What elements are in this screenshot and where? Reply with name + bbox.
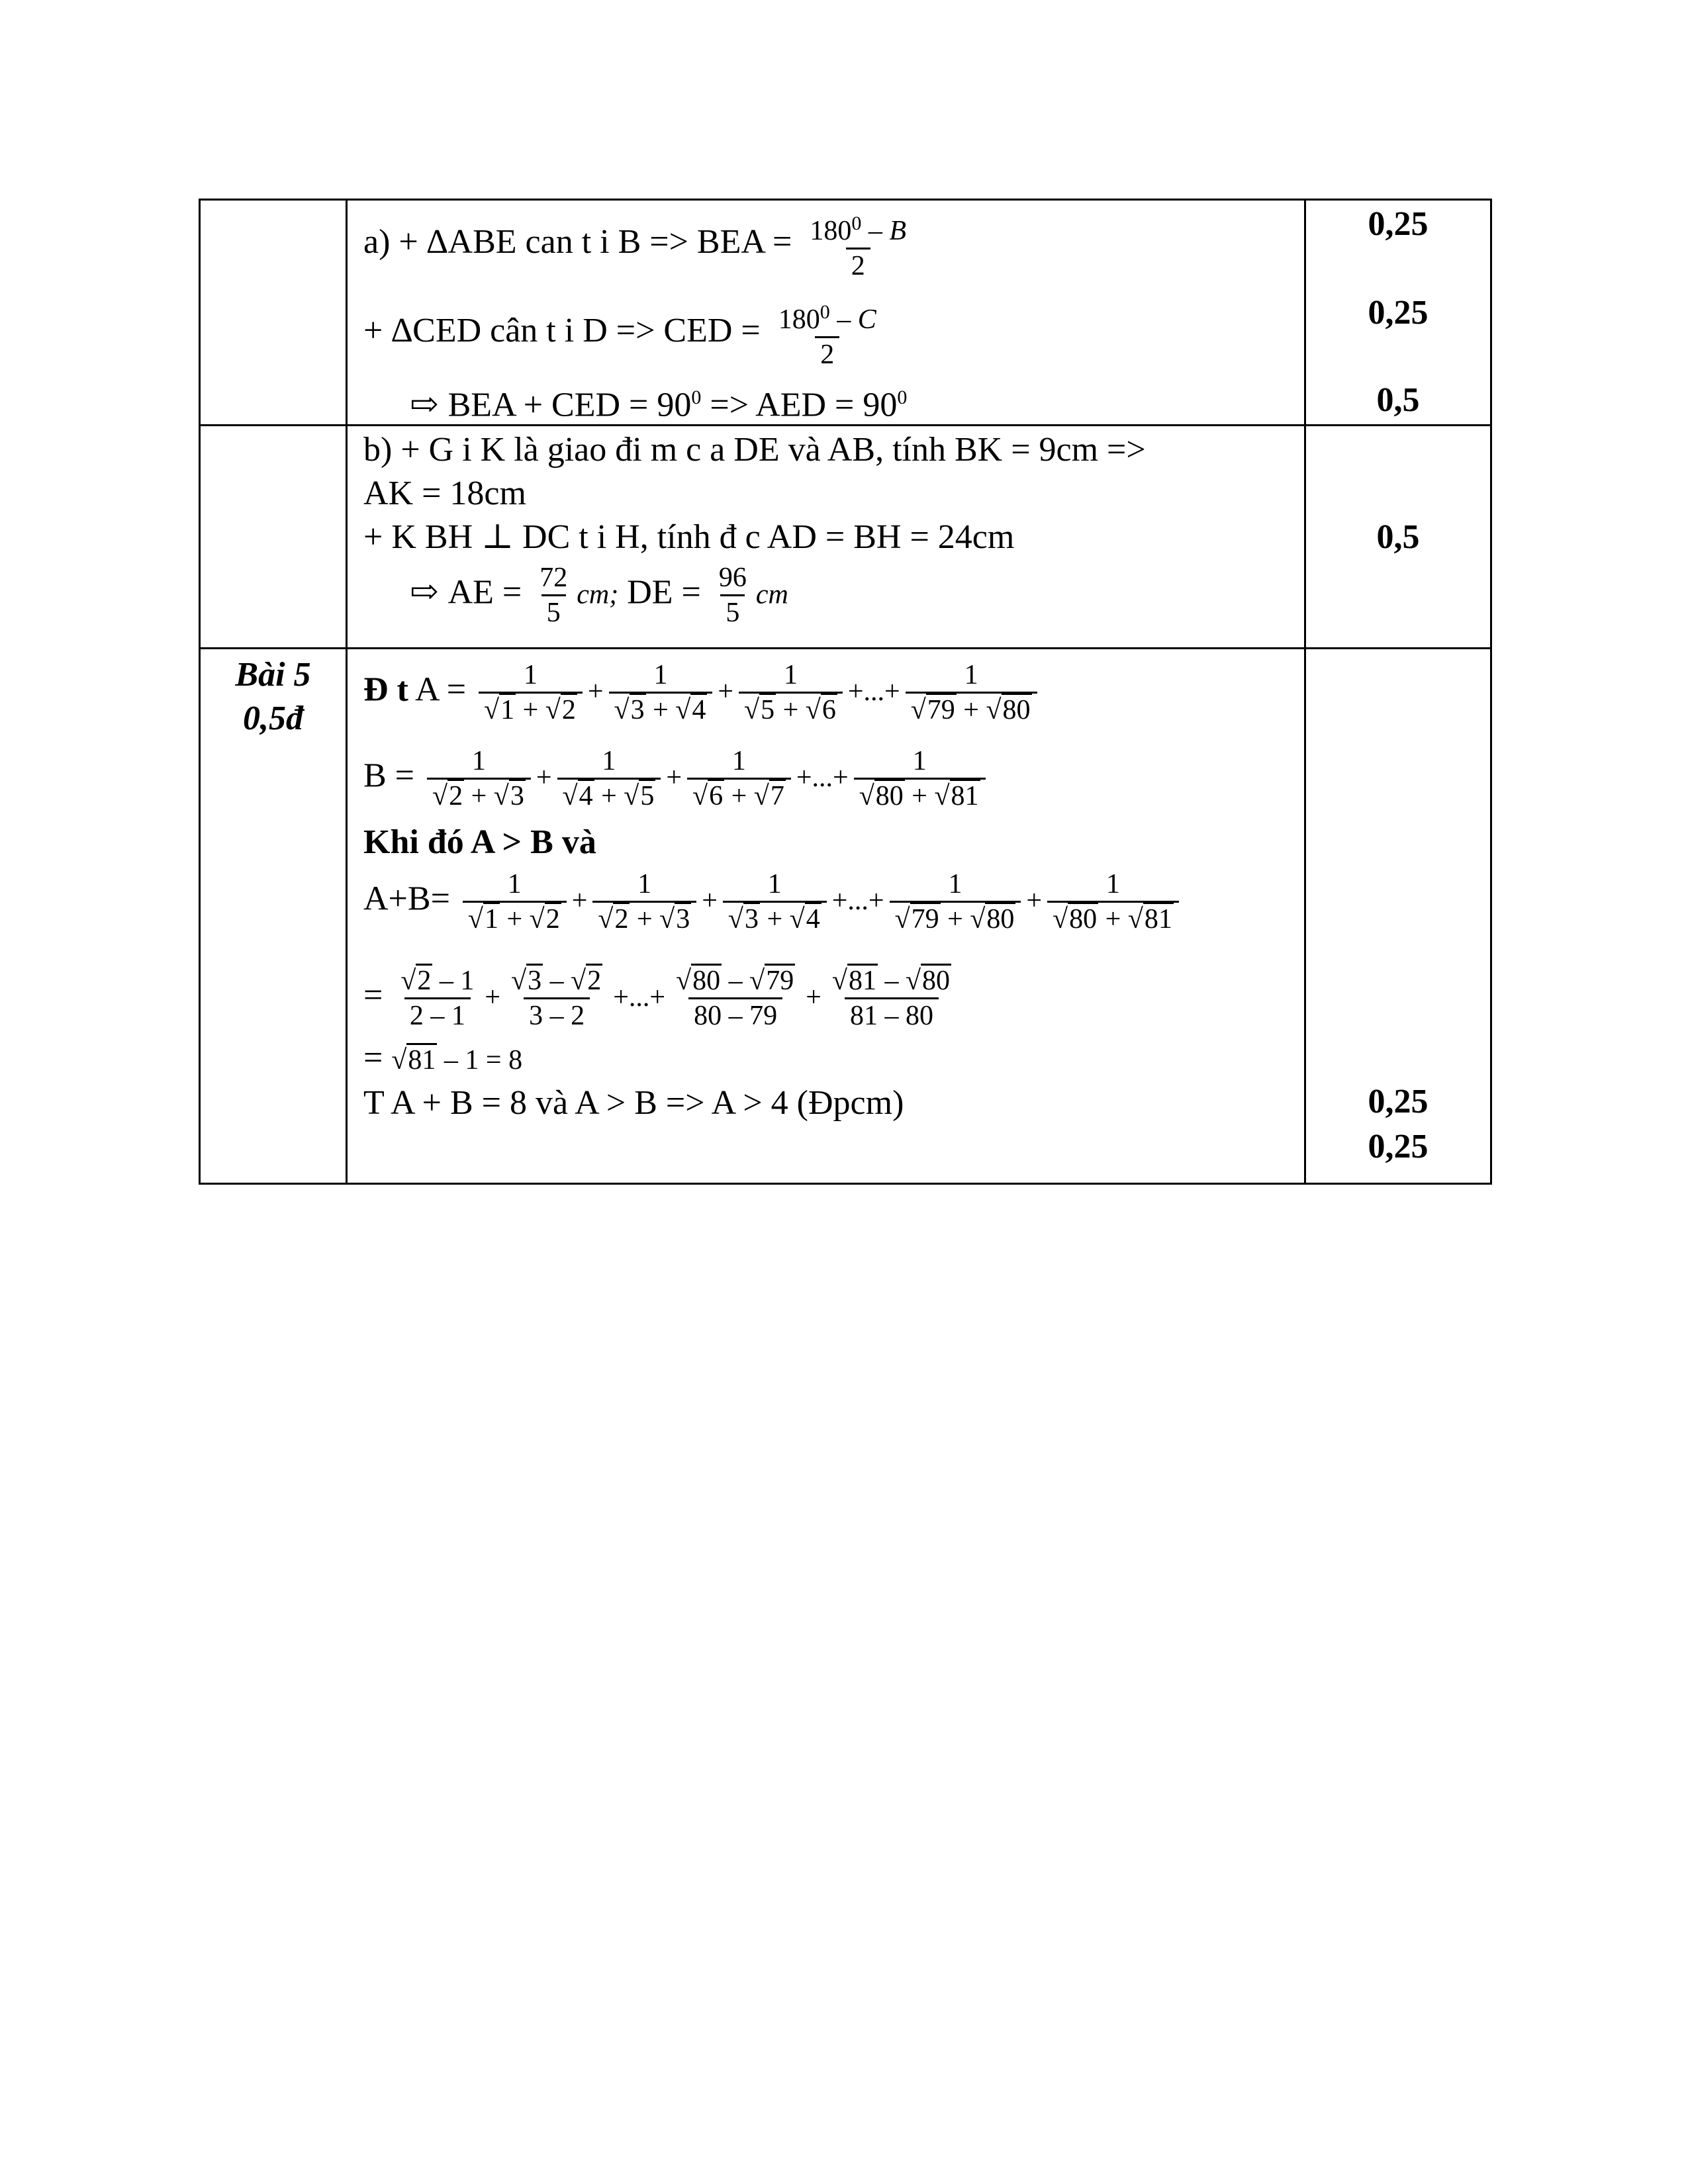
- fraction-ced: $\frac{180^0 - C}{2}$: [778, 301, 876, 370]
- sqrt: √7: [754, 779, 786, 811]
- sqrt: √3: [511, 964, 543, 996]
- arrow-icon: ⇨: [410, 573, 439, 612]
- sqrt: √79: [911, 693, 957, 725]
- score-cell-part-b: [1305, 426, 1491, 649]
- sqrt: √81: [934, 779, 980, 811]
- sqrt: √80: [906, 964, 951, 996]
- score: 0,5: [1376, 518, 1420, 556]
- fraction-term: $\frac{1}{√2 + √3}$: [427, 745, 531, 813]
- fraction-term: $\frac{1}{√1 + √2}$: [463, 868, 567, 936]
- score: 0,25: [1368, 294, 1429, 332]
- fraction-term: $\frac{1}{√1 + √2}$: [479, 659, 583, 727]
- table-row-part-b: [200, 426, 1491, 649]
- sqrt: √3: [659, 902, 691, 934]
- sqrt: √2: [598, 902, 630, 934]
- score: 0,5: [1376, 381, 1420, 419]
- line-k-intersection: b) + G i K là giao đi m c a DE và AB, tính BK = 9cm =>: [363, 431, 1146, 469]
- fraction-term: $\frac{1}{√3 + √4}$: [723, 868, 827, 936]
- line-abe-isosceles: [363, 207, 915, 283]
- score: 0,25: [1368, 1128, 1429, 1165]
- label-cell-bai-5: [200, 649, 347, 1184]
- sum-b: $\frac{1}{√2 + √3}$ + $\frac{1}{√4 + √5}$ + $\frac{1}{√6 + √7}$ +...+ $\frac{1}{√80 + √81}$: [423, 756, 990, 794]
- sqrt: √6: [692, 779, 724, 811]
- sqrt: √6: [806, 693, 837, 725]
- line-result: = √81 – 1 = 8: [363, 1039, 523, 1077]
- score-cell-part-a: [1305, 200, 1491, 426]
- fraction-term: $\frac{1}{√80 + √81}$: [854, 745, 986, 813]
- solution-cell-bai-5: [347, 649, 1305, 1184]
- sqrt: √80: [970, 902, 1015, 934]
- sqrt: √5: [624, 779, 655, 811]
- sqrt: √80: [986, 693, 1031, 725]
- fraction-term: $\frac{1}{√5 + √6}$: [739, 659, 843, 727]
- sum-a-plus-b: $\frac{1}{√1 + √2}$ + $\frac{1}{√2 + √3}$ + $\frac{1}{√3 + √4}$ +...+ $\frac{1}{√79 + √80}$ + $\frac{1}{√80 + √81}$: [459, 880, 1183, 917]
- problem-label: Bài 5 0,5đ: [235, 656, 311, 737]
- label-cell-empty: [200, 200, 347, 426]
- fraction-term: $\frac{√3 - √2}{3 - 2}$: [506, 964, 608, 1032]
- fraction-term: $\frac{1}{√80 + √81}$: [1047, 868, 1179, 936]
- fraction-ae: $\frac{72}{5}$: [539, 563, 568, 628]
- sqrt: √2: [530, 902, 561, 934]
- grading-table: [199, 199, 1492, 1185]
- sqrt: √1: [484, 693, 516, 725]
- table-row-bai-5: [200, 649, 1491, 1184]
- sqrt: √80: [859, 779, 905, 811]
- solution-cell-part-b: [347, 426, 1305, 649]
- fraction-term: $\frac{1}{√3 + √4}$: [609, 659, 713, 727]
- line-conclusion: T A + B = 8 và A > B => A > 4 (Đpcm): [363, 1084, 904, 1122]
- sqrt: √79: [895, 902, 941, 934]
- fraction-term: $\frac{√80 - √79}{80 - 79}$: [671, 964, 800, 1032]
- sqrt: √2: [400, 964, 432, 996]
- sqrt: √2: [571, 964, 602, 996]
- sqrt: √4: [790, 902, 821, 934]
- fraction-term: $\frac{1}{√6 + √7}$: [687, 745, 791, 813]
- sqrt: √79: [749, 964, 795, 996]
- line-define-a: Đ t A = $\frac{1}{√1 + √2}$ + $\frac{1}{√3 + √4}$ + $\frac{1}{√5 + √6}$ +...+ $\frac{1}{√79 + √80}$: [363, 659, 1041, 727]
- fraction-de: $\frac{96}{5}$: [718, 563, 747, 628]
- fraction-term: $\frac{√2 - 1}{2 - 1}$: [395, 964, 479, 1032]
- text-abe: a) + ∆ABE can t i B => BEA =: [363, 222, 792, 261]
- solution-cell-part-a: [347, 200, 1305, 426]
- fraction-term: $\frac{1}{√2 + √3}$: [592, 868, 696, 936]
- sqrt: √4: [563, 779, 594, 811]
- line-ak: AK = 18cm: [363, 475, 526, 512]
- arrow-icon: ⇨: [410, 386, 439, 424]
- line-a-plus-b: A+B= $\frac{1}{√1 + √2}$ + $\frac{1}{√2 + √3}$ + $\frac{1}{√3 + √4}$ +...+ $\frac{1}{√79 + √80}$ + $\frac{1}{√80 + √81}$: [363, 868, 1183, 936]
- line-ced-isosceles: [363, 296, 886, 371]
- sqrt: √3: [728, 902, 760, 934]
- score: 0,25: [1368, 205, 1429, 243]
- fraction-term: $\frac{1}{√79 + √80}$: [890, 868, 1021, 936]
- fraction-term: $\frac{1}{√79 + √80}$: [906, 659, 1037, 727]
- sqrt: √4: [675, 693, 707, 725]
- sqrt: √5: [744, 693, 776, 725]
- sum-a: $\frac{1}{√1 + √2}$ + $\frac{1}{√3 + √4}$ + $\frac{1}{√5 + √6}$ +...+ $\frac{1}{√79 + √80}$: [475, 670, 1041, 708]
- text-ced: + ∆CED cân t i D => CED =: [363, 311, 761, 349]
- line-telescoping: = $\frac{√2 - 1}{2 - 1}$ + $\frac{√3 - √2}{3 - 2}$ +...+ $\frac{√80 - √79}{80 - 79}$ + $\frac{√81 - √80}{81 - 80}$: [363, 964, 961, 1032]
- fraction-bea: $\frac{180^0 - B}{2}$: [810, 212, 907, 281]
- line-aed-right: ⇨ BEA + CED = $90^0$ => AED = $90^0$: [410, 386, 908, 424]
- sqrt: √81: [1128, 902, 1174, 934]
- table-row-part-a: [200, 200, 1491, 426]
- score-cell-bai-5: [1305, 649, 1491, 1184]
- line-khi-do: Khi đó A > B và: [363, 823, 596, 861]
- sqrt: √3: [494, 779, 526, 811]
- fraction-term: $\frac{√81 - √80}{81 - 80}$: [827, 964, 957, 1032]
- sqrt: √81: [832, 964, 878, 996]
- fraction-term: $\frac{1}{√4 + √5}$: [557, 745, 661, 813]
- label-cell-empty: [200, 426, 347, 649]
- sqrt: √80: [1053, 902, 1098, 934]
- sqrt: √80: [676, 964, 722, 996]
- score: 0,25: [1368, 1083, 1429, 1120]
- sqrt: √2: [432, 779, 464, 811]
- telescoping-sum: $\frac{√2 - 1}{2 - 1}$ + $\frac{√3 - √2}{3 - 2}$ +...+ $\frac{√80 - √79}{80 - 79}$ + $\frac{√81 - √80}{81 - 80}$: [391, 976, 961, 1014]
- sqrt: √1: [468, 902, 500, 934]
- line-define-b: B = $\frac{1}{√2 + √3}$ + $\frac{1}{√4 + √5}$ + $\frac{1}{√6 + √7}$ +...+ $\frac{1}{√80 + √81}$: [363, 745, 990, 813]
- sqrt: √2: [545, 693, 577, 725]
- line-bh-perpendicular: + K BH ⊥ DC t i H, tính đ c AD = BH = 24cm: [363, 518, 1015, 556]
- sqrt: √3: [614, 693, 646, 725]
- line-ae-de: ⇨ AE = $\frac{72}{5}$ cm; DE = $\frac{96}{5}$ cm: [410, 563, 788, 628]
